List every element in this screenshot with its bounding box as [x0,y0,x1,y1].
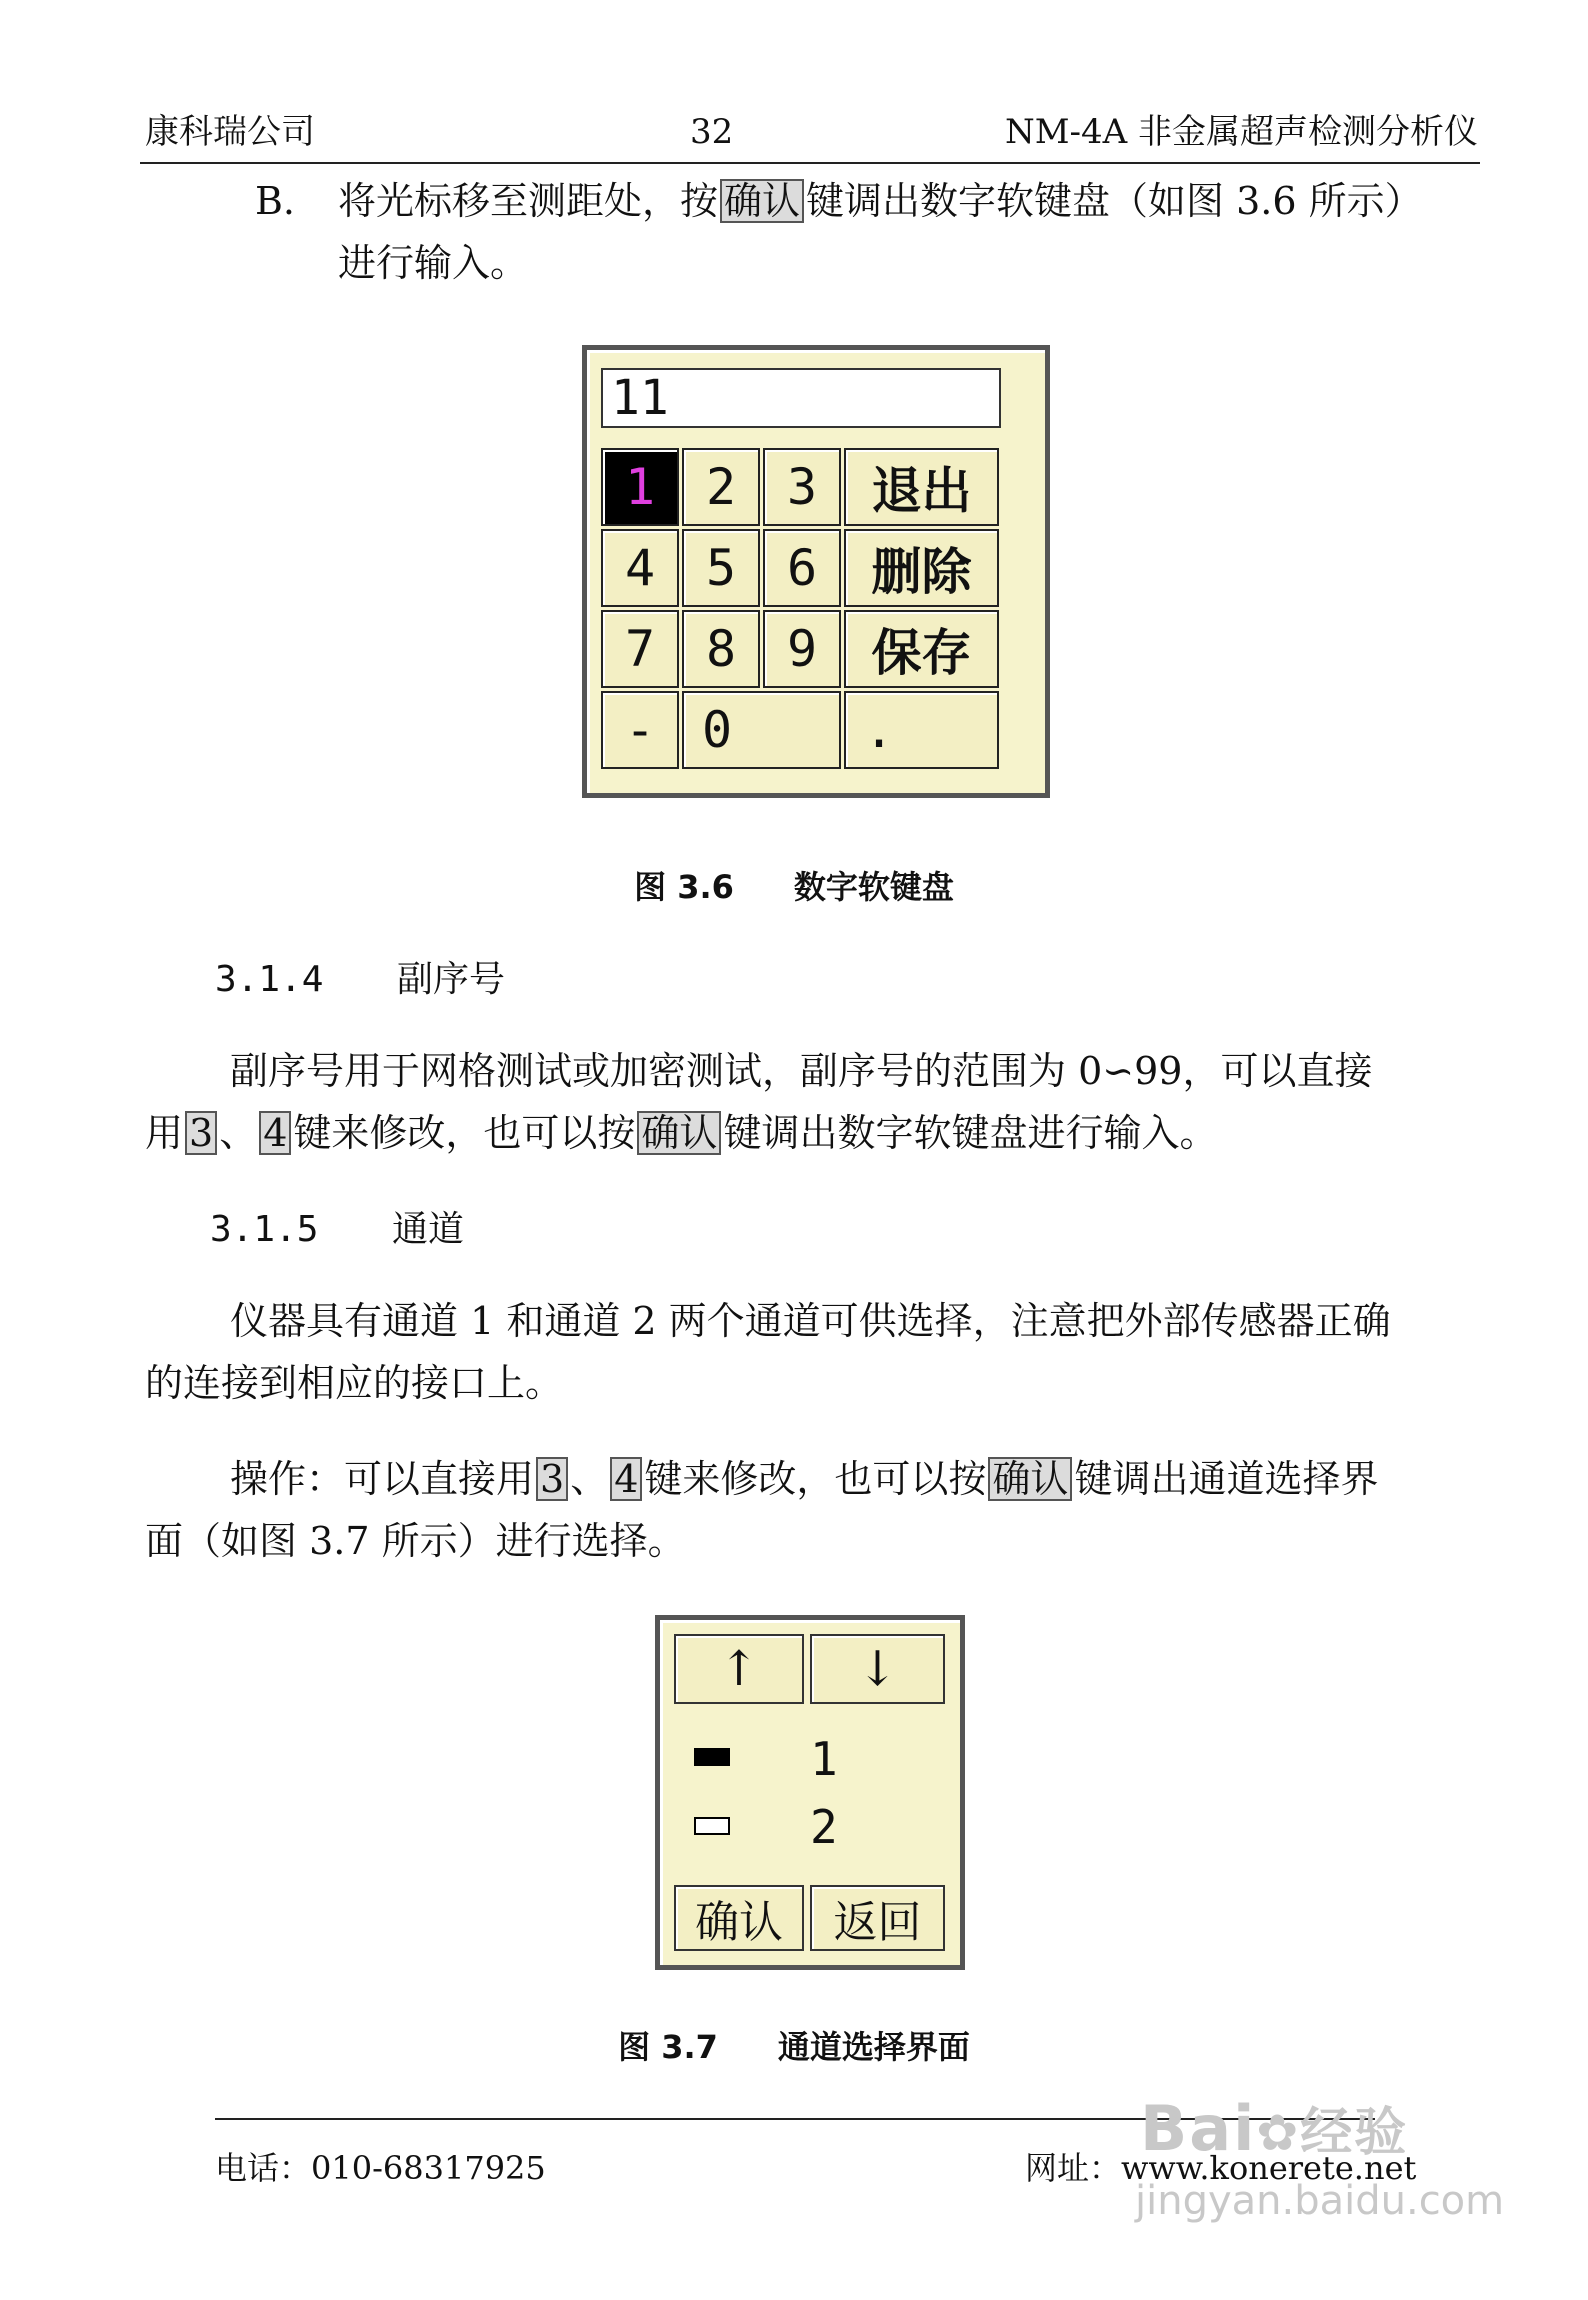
channel-2-option[interactable]: 2 [810,1800,838,1854]
step-b-line2: 进行输入。 [338,241,529,285]
confirm-key-ref: 确认 [637,1111,721,1155]
watermark-site: jingyan.baidu.com [1135,2178,1505,2224]
channel-select-panel [655,1615,965,1970]
para-text: 键来修改，也可以按 [293,1111,636,1155]
back-button[interactable]: 返回 [810,1885,945,1951]
separator: 、 [570,1457,609,1501]
step-b-text: 将光标移至测距处，按 [338,179,719,223]
separator: 、 [219,1111,258,1155]
key-4-ref: 4 [259,1111,291,1155]
figure-3-7-label: 图 3.7 [618,2028,718,2066]
watermark-brand-cn: 经验 [1300,2103,1409,2163]
section-3-1-5-heading [210,1205,464,1255]
step-b-text-post: 键调出数字软键盘（如图 3.6 所示） [806,179,1423,223]
header-product: NM-4A 非金属超声检测分析仪 [1004,112,1478,152]
confirm-key-ref: 确认 [720,179,804,223]
key-0[interactable]: 0 [682,691,841,769]
watermark-brand: Bai [1140,2092,1257,2165]
key-3-ref: 3 [185,1111,217,1155]
confirm-button[interactable]: 确认 [674,1885,804,1951]
down-arrow-button[interactable]: ↓ [810,1634,945,1704]
figure-3-6-title: 数字软键盘 [793,868,954,906]
section-3-1-4-para-line2 [145,1102,1217,1164]
figure-3-7-caption [0,2022,1588,2068]
step-b-marker: B. [255,179,296,223]
section-title: 副序号 [397,959,506,1000]
footer-website: 网址：www.konerete.net [1025,2149,1417,2187]
key-3-ref: 3 [536,1457,568,1501]
key-4-ref: 4 [610,1457,642,1501]
figure-3-6-label: 图 3.6 [634,868,734,906]
para-text: 键来修改，也可以按 [644,1457,987,1501]
header-company: 康科瑞公司 [145,112,315,152]
channel-2-unselected-icon [694,1817,730,1835]
paw-icon: ✿ [1256,2104,1301,2162]
key-6[interactable]: 6 [763,529,841,607]
key-minus[interactable]: - [601,691,679,769]
confirm-key-ref: 确认 [988,1457,1072,1501]
key-2[interactable]: 2 [682,448,760,526]
header-page-number: 32 [690,112,734,152]
para-text: 用 [145,1111,184,1155]
para-text: 键调出数字软键盘进行输入。 [723,1111,1218,1155]
section-number: 3.1.5 [210,1209,319,1250]
para-text: 键调出通道选择界 [1074,1457,1379,1501]
section-number: 3.1.4 [215,959,324,1000]
up-arrow-button[interactable]: ↑ [674,1634,804,1704]
section-3-1-4-heading [215,955,505,1005]
keypad-display[interactable]: 11 [601,368,1001,428]
channel-1-selected-icon [694,1748,730,1766]
footer-phone: 电话：010-68317925 [215,2149,546,2187]
figure-3-7-title: 通道选择界面 [777,2028,970,2066]
key-8[interactable]: 8 [682,610,760,688]
key-dot[interactable]: . [844,691,999,769]
key-5[interactable]: 5 [682,529,760,607]
key-7[interactable]: 7 [601,610,679,688]
channel-1-option[interactable]: 1 [810,1732,838,1786]
key-exit[interactable]: 退出 [844,448,999,526]
header-rule [140,162,1480,164]
section-3-1-4-para-line1: 副序号用于网格测试或加密测试，副序号的范围为 0∽99，可以直接 [230,1049,1373,1093]
section-3-1-5-para1-line1: 仪器具有通道 1 和通道 2 两个通道可供选择，注意把外部传感器正确 [230,1299,1391,1343]
section-3-1-5-para1-line2: 的连接到相应的接口上。 [145,1361,564,1405]
section-title: 通道 [392,1209,465,1250]
section-3-1-5-op-line1 [230,1448,1378,1510]
para-text: 操作：可以直接用 [230,1457,535,1501]
key-9[interactable]: 9 [763,610,841,688]
baidu-watermark-logo [1140,2090,1408,2165]
step-b-line1 [338,170,1423,232]
numeric-keypad [582,345,1050,798]
key-1[interactable]: 1 [601,448,679,526]
key-save[interactable]: 保存 [844,610,999,688]
key-delete[interactable]: 删除 [844,529,999,607]
section-3-1-5-op-line2: 面（如图 3.7 所示）进行选择。 [145,1519,686,1563]
key-3[interactable]: 3 [763,448,841,526]
key-4[interactable]: 4 [601,529,679,607]
figure-3-6-caption [0,862,1588,908]
